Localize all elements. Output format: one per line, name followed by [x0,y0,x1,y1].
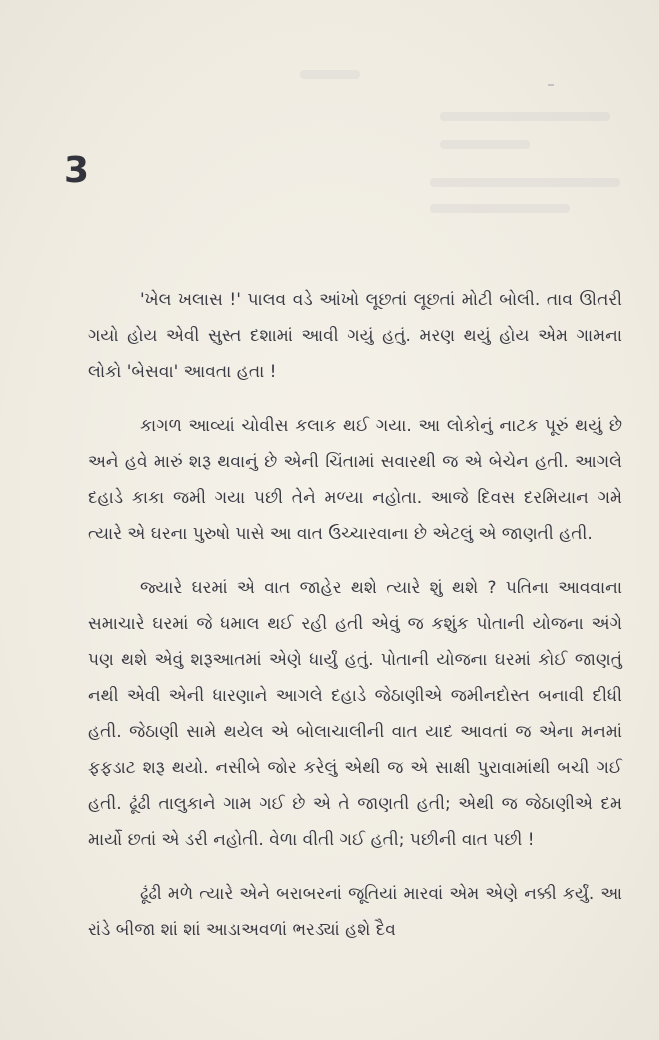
paragraph-2: કાગળ આવ્યાં ચોવીસ કલાક થઈ ગયા. આ લોકોનું નાટક પૂરું થયું છે અને હવે મારું શરૂ થવાનું છે એની ચિંતામાં સવારથી જ એ બેચેન હતી. આગલે દહાડે કાકા જમી ગયા પછી તેને મળ્યા નહોતા. આજે દિવસ દરમિયાન ગમે ત્યારે એ ઘરના પુરુષો પાસે આ વાત ઉચ્ચારવાના છે એટલું એ જાણતી હતી. [88,416,622,544]
reverse-side-bleed-through [0,0,659,240]
paragraph-1: 'ખેલ ખલાસ !' પાલવ વડે આંખો લૂછતાં લૂછતાં મોટી બોલી. તાવ ઊતરી ગયો હોય એવી સુસ્ત દશામાં આવી ગયું હતું. મરણ થયું હોય એમ ગામના લોકો 'બેસવા' આવતા હતા ! [88,290,622,382]
paragraph-3: જ્યારે ઘરમાં એ વાત જાહેર થશે ત્યારે શું થશે ? પતિના આવવાના સમાચારે ઘરમાં જે ધમાલ થઈ રહી હતી એવું જ કશુંક પોતાની યોજના અંગે પણ થશે એવું શરૂઆતમાં એણે ધાર્યું હતું. પોતાની યોજના ઘરમાં કોઈ જાણતું નથી એવી એની ધારણાને આગલે દહાડે જેઠાણીએ જમીનદોસ્ત બનાવી દીધી હતી. જેઠાણી સામે થયેલ એ બોલાચાલીની વાત યાદ આવતાં જ એના મનમાં ફફડાટ શરૂ થયો. નસીબે જોર કરેલું એથી જ એ સાક્ષી પુરાવામાંથી બચી ગઈ હતી. ઢૂંઢી તાલુકાને ગામ ગઈ છે એ તે જાણતી હતી; એથી જ જેઠાણીએ દમ માર્યો છતાં એ ડરી નહોતી. વેળા વીતી ગઈ હતી; પછીની વાત પછી ! [88,578,622,850]
chapter-number: 3 [64,150,90,191]
paragraph-4: ઢૂંઢી મળે ત્યારે એને બરાબરનાં જૂતિયાં મારવાં એમ એણે નક્કી કર્યું. આ રાંડે બીજા શાં શાં આડાઅવળાં ભરડ્યાં હશે દૈવ [88,884,622,940]
page-speck [548,84,554,86]
body-text [88,282,622,948]
